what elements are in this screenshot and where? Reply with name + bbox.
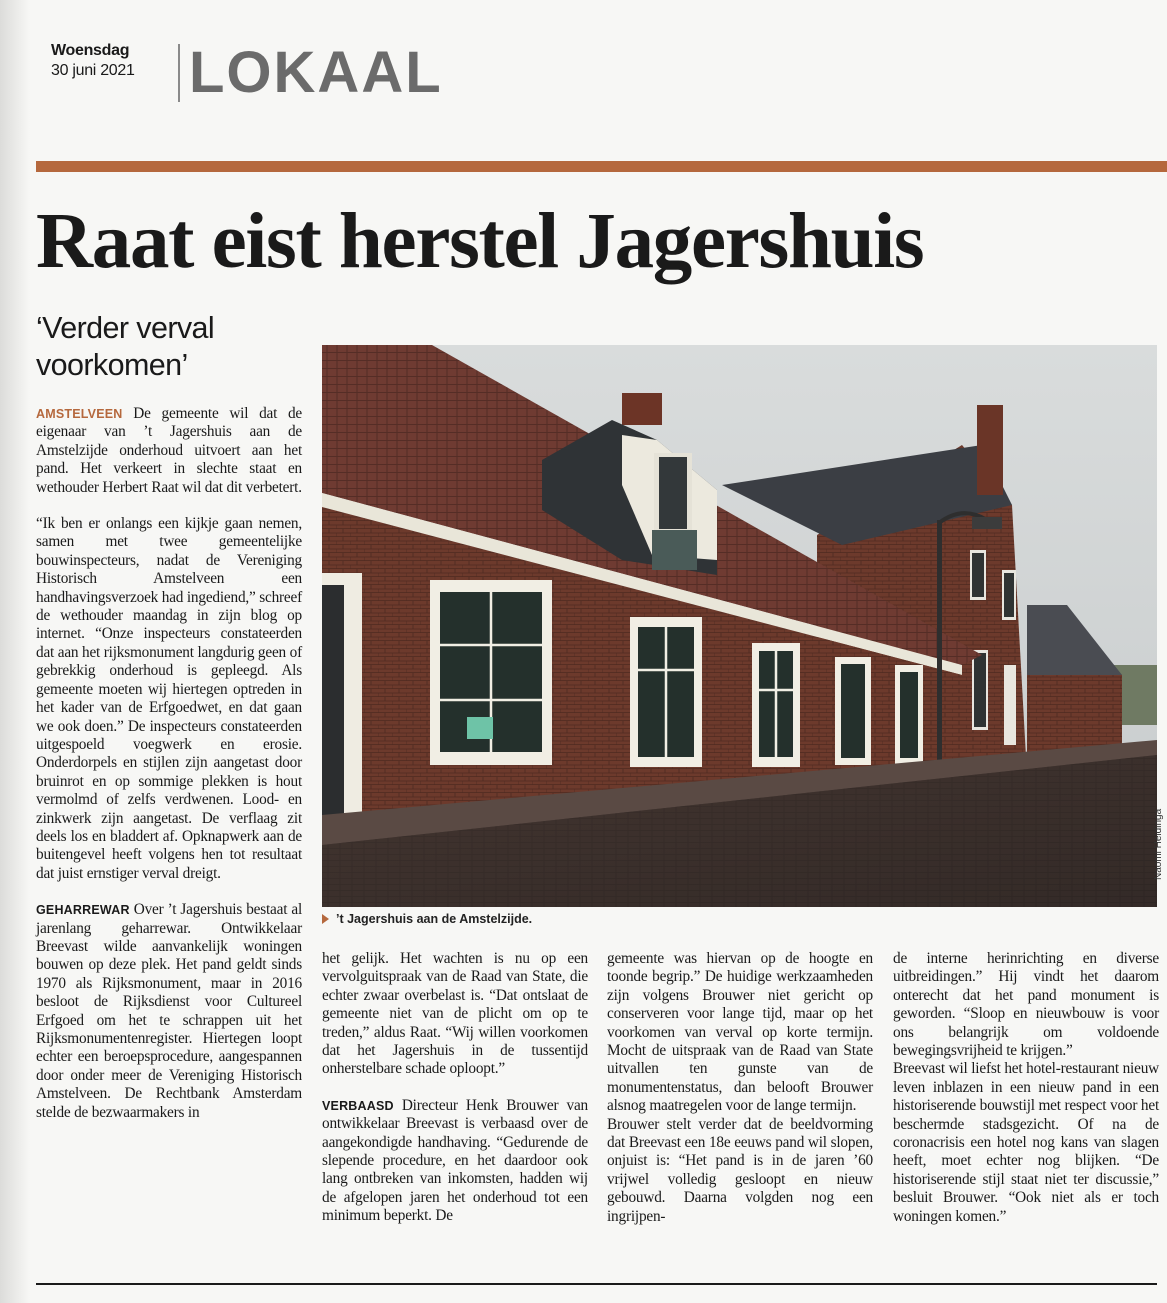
paragraph: de interne herinrichting en diverse uitbreidingen.” Hij vindt het daarom onterecht dat het pand monument is geworden. “Sloop en nieuwbouw is voor ons belangrijk om voldoende bewegingsvrijheid te krijgen.” <box>893 950 1159 1060</box>
paragraph <box>36 405 302 497</box>
paragraph-text: De gemeente wil dat de eigenaar van ’t Jagershuis aan de Amstelzijde onderhoud uitvoert aan het pand. Het verkeert in slechte staat en wethouder Herbert Raat wil dat dit verbetert. <box>36 405 302 496</box>
article-column-2 <box>322 950 588 1226</box>
article-column-4 <box>893 950 1159 1226</box>
paragraph: Brouwer stelt verder dat de beeldvorming dat Breevast een 18e eeuws pand wil slopen, onjuist is: “Het pand is in de jaren ’60 vrijwel volledig gesloopt en nieuw gebouwd. Daarna volgden nog een ingrijpen- <box>607 1115 873 1225</box>
photo-caption <box>322 912 532 926</box>
paragraph-text: Directeur Henk Brouwer van ontwikkelaar Breevast is verbaasd over de aangekondigde handhaving. “Gedurende de slepende procedure, en het daardoor ook lang ontbreken van inkomsten, hadden wij de afgelopen jaren het onderhoud tot een minimum beperkt. De <box>322 1096 588 1225</box>
paragraph: het gelijk. Het wachten is nu op een vervolguitspraak van de Raad van State, die echter zwaar overbelast is. “Dat ontslaat de gemeente niet van de plicht om op te treden,” aldus Raat. “Wij willen voorkomen dat het Jagershuis in de tussentijd onherstelbare schade oploopt.” <box>322 950 588 1078</box>
paragraph: gemeente was hiervan op de hoogte en toonde begrip.” De huidige werkzaamheden zijn volgens Brouwer niet gericht op conserveren voor lange tijd, maar op het voorkomen van verval op korte termijn. Mocht de uitspraak van de Raad van State uitvallen ten gunste van de monumentenstatus, dan belooft Brouwer alsnog maatregelen voor de lange termijn. <box>607 950 873 1115</box>
paragraph <box>36 901 302 1122</box>
paragraph: “Ik ben er onlangs een kijkje gaan nemen, samen met twee gemeentelijke bouwinspecteurs, nadat de Vereniging Historisch Amstelveen een handhavingsverzoek had ingediend,” schreef de wethouder maandag in zijn blog op internet. “Onze inspecteurs constateerden dat aan het rijksmonument langdurig geen of gebrekkig onderhoud is gepleegd. Als gemeente moeten wij hiertegen optreden in het kader van de Erfgoedwet, en dat gaan we ook doen.” De inspecteurs constateerden uitgespoeld voegwerk en erosie. Onderdorpels en stijlen zijn aangetast door bruinrot en op sommige plekken is hout vermolmd of zelfs verdwenen. Lood- en zinkwerk zijn aangetast. De verflaag zit deels los en bladdert af. Opknapwerk aan de buitengevel heeft volgens hen tot resultaat dat juist ernstiger verval dreigt. <box>36 515 302 882</box>
issue-date: 30 juni 2021 <box>51 62 135 79</box>
article-headline: Raat eist herstel Jagershuis <box>36 198 924 285</box>
article-photo <box>322 345 1157 907</box>
page-bottom-rule <box>36 1283 1157 1285</box>
photo-credit: Naomi Heidinga <box>1153 808 1164 880</box>
caption-marker-icon <box>322 914 329 924</box>
section-title: LOKAAL <box>189 40 443 105</box>
issue-day: Woensdag <box>51 42 130 59</box>
paragraph-text: Over ’t Jagershuis bestaat al jarenlang geharrewar. Ontwikkelaar Breevast wilde aanvankelijk woningen bouwen op deze plek. Het pand geldt sinds 1970 als Rijksmonument, maar in 2016 besloot de Rijksdienst voor Cultureel Erfgoed om het te schrappen uit het Rijksmonumentenregister. Hiertegen loopt echter een beroepsprocedure, aangespannen door onder meer de Vereniging Historisch Amstelveen. De Rechtbank Amsterdam stelde de bezwaarmakers in <box>36 901 302 1121</box>
section-kicker: VERBAASD <box>322 1098 394 1113</box>
dateline-kicker: AMSTELVEEN <box>36 407 123 421</box>
page-gutter-shadow <box>0 0 30 1303</box>
article-subheadline: ‘Verder verval voorkomen’ <box>36 311 215 382</box>
photo-caption-text: ’t Jagershuis aan de Amstelzijde. <box>336 912 533 926</box>
article-column-3 <box>607 950 873 1226</box>
paragraph <box>322 1097 588 1226</box>
article-column-1 <box>36 405 302 1122</box>
section-kicker: GEHARREWAR <box>36 903 130 918</box>
paragraph: Breevast wil liefst het hotel-restaurant nieuw leven inblazen in een nieuw pand in een historiserende bouwstijl met respect voor het beschermde stadsgezicht. Of na de coronacrisis een hotel nog kans van slagen heeft, moet echter nog blijken. “De historiserende stijl staat niet ter discussie,” besluit Brouwer. “Ook niet als er toch woningen komen.” <box>893 1060 1159 1225</box>
section-rule <box>36 161 1167 172</box>
header-divider <box>178 44 180 102</box>
